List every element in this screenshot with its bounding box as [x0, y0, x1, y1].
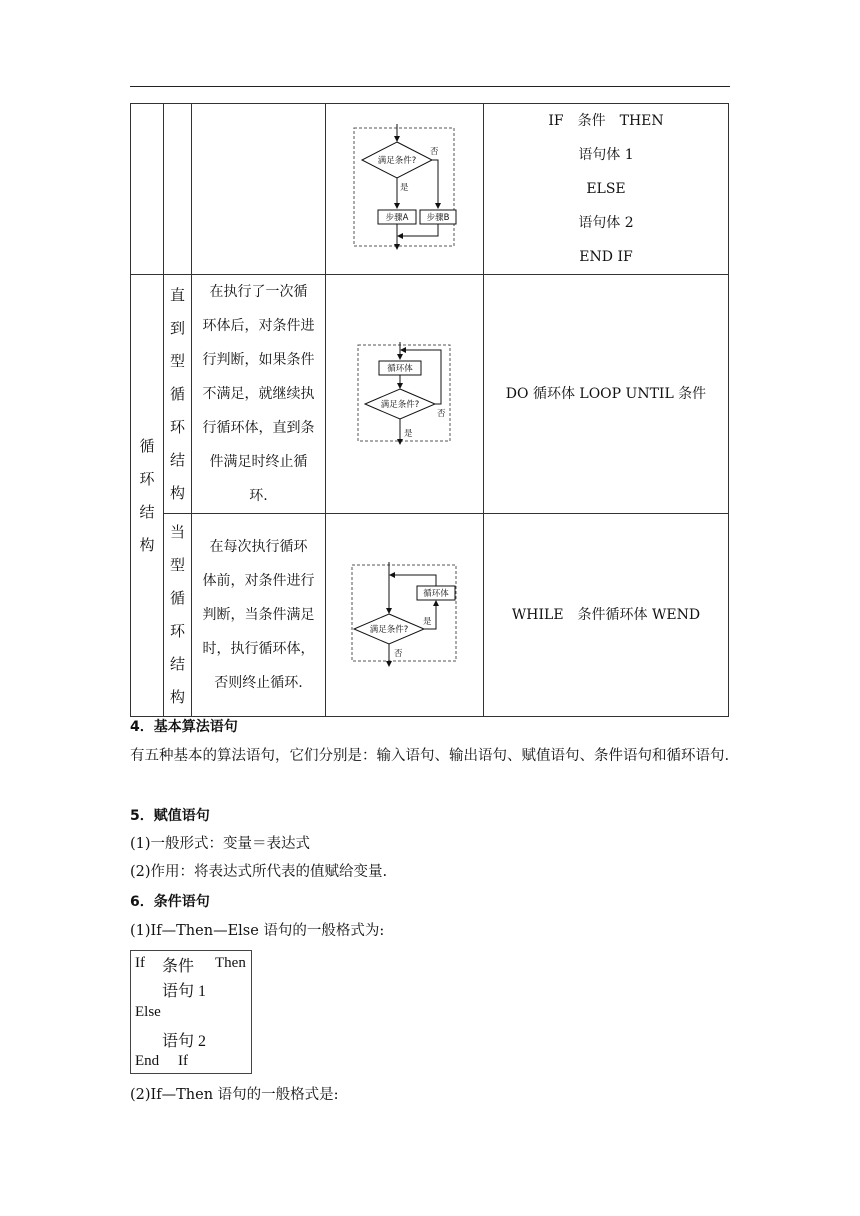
step-b-label: 步骤B — [426, 213, 449, 223]
desc-line: 环. — [249, 488, 268, 504]
vertical-char: 当 — [169, 523, 185, 541]
vertical-char: 构 — [169, 483, 185, 502]
algorithm-structure-table — [130, 103, 729, 717]
vertical-char: 环 — [139, 469, 155, 488]
until-type-label — [164, 275, 192, 514]
desc-line: 否则终止循环. — [214, 675, 303, 691]
desc-line: 在执行了一次循 — [209, 284, 308, 300]
vertical-char: 型 — [169, 351, 185, 370]
empty-cell — [131, 104, 164, 275]
vertical-char: 构 — [169, 688, 185, 706]
while-loop-flowchart — [349, 562, 461, 668]
code-line: END IF — [579, 249, 633, 265]
code-keyword: Else — [135, 1004, 161, 1020]
code-statement: 语句 1 — [162, 983, 207, 1000]
decision-label: 满足条件? — [380, 400, 419, 410]
header-rule — [130, 86, 730, 87]
no-label: 否 — [429, 147, 439, 157]
code-line: 语句体 2 — [578, 215, 634, 231]
table-row-until-loop — [131, 275, 729, 514]
vertical-char: 环 — [169, 622, 185, 640]
code-keyword: If — [135, 955, 145, 971]
desc-line: 环体后，对条件进 — [202, 318, 315, 334]
code-line: 语句体 1 — [578, 147, 634, 163]
section-6-line-1: (1)If—Then—Else 语句的一般格式为: — [130, 923, 385, 939]
code-condition: 条件 — [162, 958, 195, 975]
code-cell-conditional — [484, 104, 729, 275]
while-description — [192, 514, 326, 717]
desc-line: 行判断，如果条件 — [202, 352, 315, 368]
code-statement: 语句 2 — [162, 1033, 207, 1050]
flowchart-cell-while — [326, 514, 484, 717]
vertical-char: 结 — [139, 502, 155, 521]
desc-line: 行循环体，直到条 — [202, 420, 315, 436]
section-4-text: 有五种基本的算法语句，它们分别是：输入语句、输出语句、赋值语句、条件语句和循环语句. — [130, 748, 730, 764]
vertical-char: 循 — [169, 384, 185, 403]
vertical-char: 直 — [169, 285, 185, 304]
table-row-conditional — [131, 104, 729, 275]
step-a-label: 步骤A — [385, 213, 408, 223]
code-line: ELSE — [586, 181, 626, 197]
conditional-flowchart — [350, 124, 460, 254]
decision-label: 满足条件? — [369, 625, 408, 635]
table-row-while-loop — [131, 514, 729, 717]
vertical-char: 到 — [169, 318, 185, 337]
section-5-line-2: (2)作用：将表达式所代表的值赋给变量. — [130, 864, 388, 880]
yes-label: 是 — [399, 183, 409, 193]
vertical-char: 构 — [139, 535, 155, 554]
desc-line: 判断，当条件满足 — [202, 607, 315, 623]
section-6-heading: 6．条件语句 — [130, 894, 210, 910]
if-then-else-code-box — [130, 950, 252, 1074]
desc-line: 件满足时终止循 — [209, 454, 308, 470]
code-keyword: End — [135, 1053, 160, 1069]
vertical-char: 结 — [169, 655, 185, 673]
desc-line: 时，执行循环体， — [202, 641, 315, 657]
empty-cell — [164, 104, 192, 275]
desc-line: 体前，对条件进行 — [202, 573, 315, 589]
section-6-line-2: (2)If—Then 语句的一般格式是: — [130, 1087, 339, 1103]
until-loop-flowchart — [355, 342, 455, 446]
vertical-char: 循 — [169, 589, 185, 607]
section-5-line-1: (1)一般形式：变量＝表达式 — [130, 836, 311, 852]
until-code-cell: DO 循环体 LOOP UNTIL 条件 — [484, 275, 729, 514]
desc-line: 不满足，就继续执 — [202, 386, 315, 402]
decision-label: 满足条件? — [377, 156, 416, 166]
yes-label: 是 — [403, 429, 413, 439]
vertical-char: 结 — [169, 450, 185, 469]
flowchart-cell-until — [326, 275, 484, 514]
loop-body-label: 循环体 — [386, 364, 413, 374]
code-line: IF 条件 THEN — [548, 113, 664, 129]
no-label: 否 — [436, 409, 446, 419]
yes-label: 是 — [422, 617, 432, 627]
code-keyword: Then — [215, 955, 246, 971]
code-keyword: If — [178, 1053, 188, 1069]
flowchart-cell-conditional — [326, 104, 484, 275]
desc-line: 在每次执行循环 — [209, 539, 308, 555]
until-description — [192, 275, 326, 514]
loop-structure-label — [131, 275, 164, 717]
while-code-cell: WHILE 条件循环体 WEND — [484, 514, 729, 717]
loop-body-label: 循环体 — [422, 589, 449, 599]
while-type-label — [164, 514, 192, 717]
no-label: 否 — [393, 649, 403, 659]
vertical-char: 循 — [139, 436, 155, 455]
vertical-char: 环 — [169, 417, 185, 436]
empty-cell — [192, 104, 326, 275]
section-5-heading: 5．赋值语句 — [130, 808, 210, 824]
section-4-heading: 4．基本算法语句 — [130, 719, 238, 735]
vertical-char: 型 — [169, 556, 185, 574]
